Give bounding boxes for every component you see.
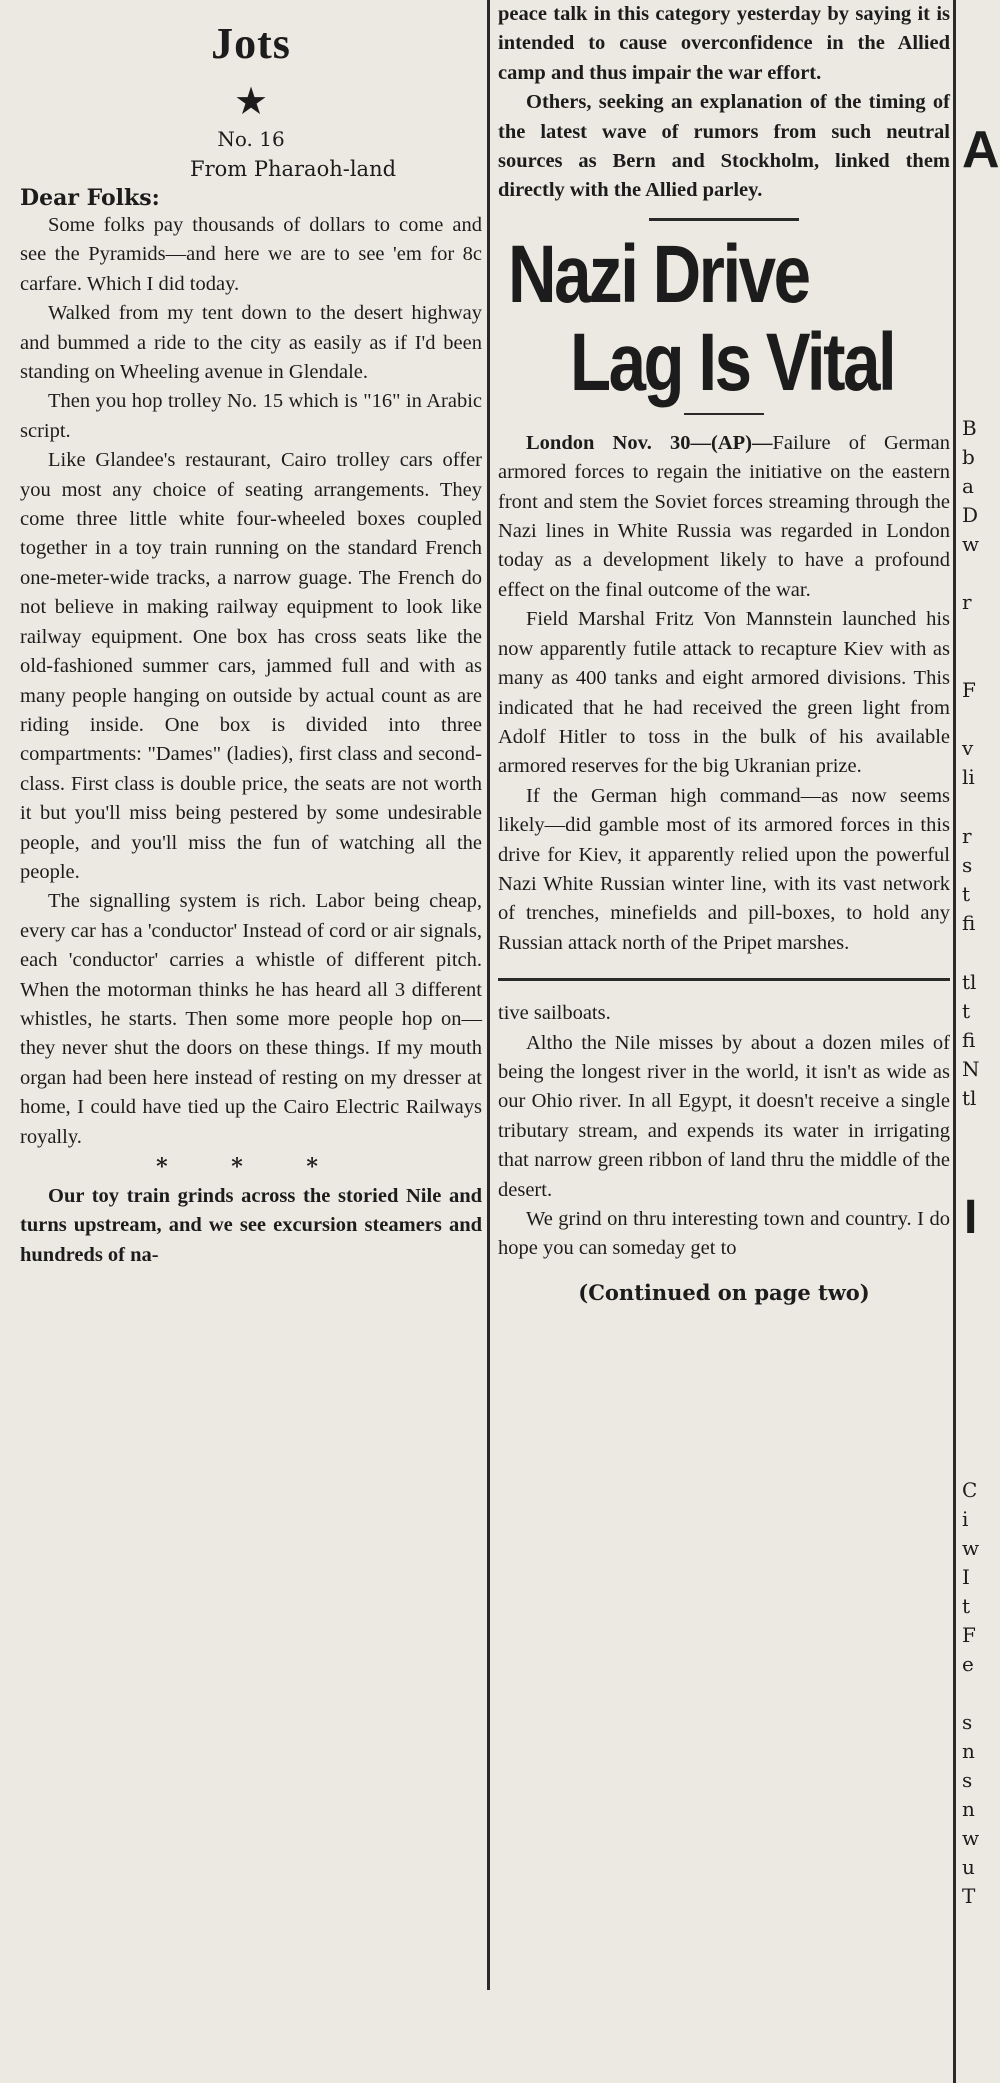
paragraph: We grind on thru interesting town and country. I do hope you can someday get to: [498, 1208, 950, 1260]
issue-number: No. 16: [217, 127, 285, 151]
edge-letter: A: [962, 121, 1000, 179]
divider: [649, 218, 799, 221]
left-column: [20, 0, 482, 1270]
continued-note: (Continued on page two): [578, 1279, 870, 1305]
paragraph: Field Marshal Fritz Von Mannstein launched his now apparently futile attack to recapture Kiev with as many as 400 tanks and eight armored divisions. This indicated that he had received the green light from Adolf Hitler to toss in the bulk of his available armored reserves for the big Ukranian prize.: [498, 608, 950, 778]
edge-letter: s: [962, 1768, 973, 1792]
divider: [498, 978, 950, 981]
edge-letter: u: [962, 1855, 975, 1879]
article-lead: [498, 429, 950, 605]
edge-letter: N: [962, 1057, 980, 1081]
edge-letter: I: [962, 1565, 970, 1589]
section-separator: * * *: [156, 1154, 346, 1180]
edge-letter: r: [962, 824, 972, 848]
edge-letter: fi: [962, 1028, 976, 1052]
paragraph: If the German high command—as now seems likely—did gamble most of its armored forces in this drive for Kiev, it apparently relied upon the powerful Nazi White Russian winter line, with its vast network of trenches, minefields and pill-boxes, to hold any Russian attack north of the Pripet marshes.: [498, 784, 950, 954]
edge-letter: r: [962, 590, 972, 614]
edge-letter: F: [962, 1623, 976, 1647]
paragraph: tive sailboats.: [498, 1002, 611, 1025]
article-dateline: London Nov. 30—(AP)—: [526, 431, 773, 454]
paragraph: The signalling system is rich. Labor being cheap, every car has a 'conductor' Instead of cord or air signals, each 'conductor' carries a whistle of different pitch. When the motorman thinks he has heard all 3 different whistles, he starts. Then some more people hop on—they never shut the doors on these things. If my mouth organ had been here instead of resting on my dresser at home, I could have tied up the Cairo Electric Railways royally.: [20, 890, 482, 1148]
edge-letter: t: [962, 1594, 971, 1618]
article-continuation-top: [498, 0, 950, 206]
edge-letter: t: [962, 999, 971, 1023]
edge-letter: I: [964, 1191, 978, 1244]
edge-letter: fi: [962, 911, 976, 935]
headline-line-2: Lag Is Vital: [570, 316, 895, 408]
edge-letter: D: [962, 503, 979, 527]
edge-letter: F: [962, 678, 976, 702]
paragraph: peace talk in this category yesterday by saying it is intended to cause overconfidence in the Allied camp and thus impair the war effort.: [498, 3, 950, 84]
column-rule-left: [487, 0, 490, 1990]
column-rule-right: [953, 0, 956, 2083]
divider: [684, 413, 764, 415]
edge-letter: C: [962, 1478, 978, 1502]
edge-letter: a: [962, 474, 974, 498]
edge-letter: tl: [962, 970, 977, 994]
article-lead-text: Failure of German armored forces to regain the initiative on the eastern front and stem the Soviet forces streaming through the Nazi lines in White Russia was regarded in London today as a development likely to have a profound effect on the final outcome of the war.: [498, 431, 951, 601]
edge-letter: s: [962, 1710, 973, 1734]
paragraph: Like Glandee's restaurant, Cairo trolley cars offer you most any choice of seating arrangements. They come three little white four-wheeled boxes coupled together in a toy train running on the standard French one-meter-wide tracks, a narrow guage. The French do not believe in making railway equipment to look like railway equipment. One box has cross seats like the old-fashioned summer cars, jammed full and with as many people hanging on outside by actual count as are riding inside. One box is divided into three compartments: "Dames" (ladies), first class and second-class. First class is double price, the seats are not worth it but you'll miss being pestered by some undesirable people, and you'll miss the fun of watching all the people.: [20, 449, 482, 883]
edge-letter: i: [962, 1507, 969, 1531]
edge-letter: s: [962, 853, 973, 877]
paragraph: Altho the Nile misses by about a dozen miles of being the longest river in the world, it isn't as wide as our Ohio river. In all Egypt, it doesn't receive a single tributary stream, and expends its water in irrigating that narrow green ribbon of land thru the middle of the desert.: [498, 1031, 950, 1201]
edge-letter: t: [962, 882, 971, 906]
headline-line-1: Nazi Drive: [508, 228, 809, 320]
edge-letter: w: [962, 532, 980, 556]
middle-column: [498, 0, 950, 1305]
edge-letter: B: [962, 416, 977, 440]
paragraph: Some folks pay thousands of dollars to come and see the Pyramids—and here we are to see 'em for 8c carfare. Which I did today.: [20, 214, 482, 295]
edge-letter: tl: [962, 1086, 977, 1110]
edge-letter: n: [962, 1739, 975, 1763]
edge-letter: T: [962, 1884, 976, 1908]
paragraph: Walked from my tent down to the desert highway and bummed a ride to the city as easily as if I'd been standing on Wheeling avenue in Glendale.: [20, 302, 482, 384]
edge-letter: li: [962, 765, 975, 789]
edge-letter: e: [962, 1652, 974, 1676]
edge-letter: w: [962, 1536, 980, 1560]
paragraph: Then you hop trolley No. 15 which is "16" in Arabic script.: [20, 390, 482, 442]
paragraph: Our toy train grinds across the storied Nile and turns upstream, and we see excursion steamers and hundreds of na-: [20, 1185, 482, 1266]
edge-letter: b: [962, 445, 975, 469]
star-icon: ★: [233, 79, 269, 123]
edge-letter: v: [962, 736, 974, 760]
greeting: Dear Folks:: [20, 185, 160, 211]
dateline-from: From Pharaoh-land: [190, 157, 397, 181]
paragraph: Others, seeking an explanation of the timing of the latest wave of rumors from such neutral sources as Bern and Stockholm, linked them directly with the Allied parley.: [498, 91, 950, 202]
column-title: Jots: [211, 19, 291, 68]
edge-letter: w: [962, 1826, 980, 1850]
edge-letter: n: [962, 1797, 975, 1821]
